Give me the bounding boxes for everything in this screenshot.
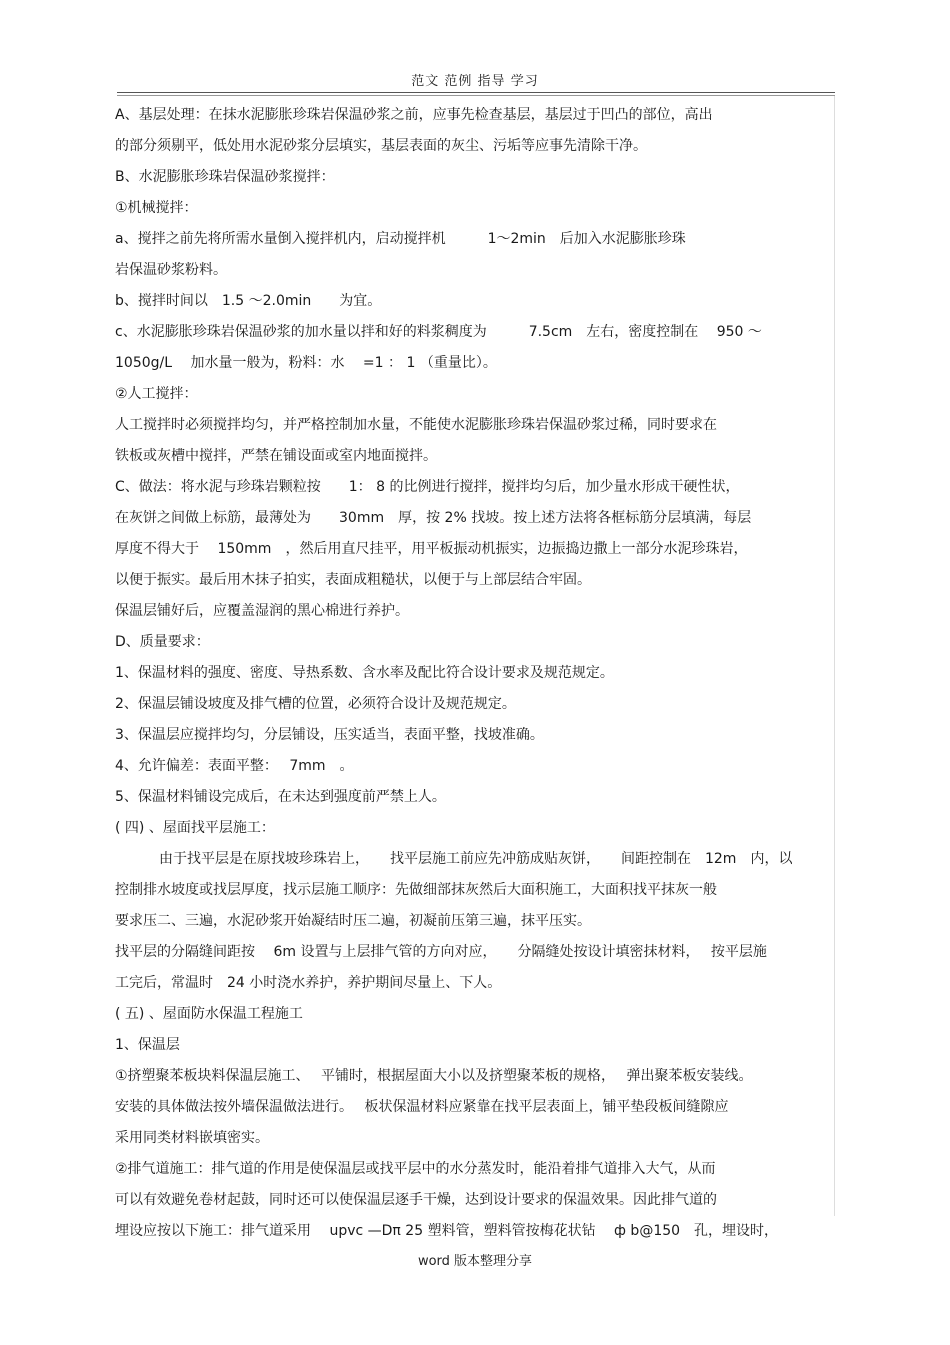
list-item: 5、保温材料铺设完成后，在未达到强度前严禁上人。 [115, 789, 446, 805]
header-rule [117, 92, 835, 93]
header-rule-secondary [117, 95, 835, 96]
text-line: 的部分须剔平，低处用水泥砂浆分层填实，基层表面的灰尘、污垢等应事先清除干净。 [115, 138, 647, 154]
text-line: 以便于振实。最后用木抹子拍实，表面成粗糙状，以便于与上部层结合牢固。 [115, 572, 591, 588]
text-line: 1050g/L 加水量一般为，粉料：水 =1 ： 1 （重量比）。 [115, 355, 497, 371]
text-line: 要求压二、三遍，水泥砂浆开始凝结时压二遍，初凝前压第三遍，抹平压实。 [115, 913, 591, 929]
text-line: 工完后，常温时 24 小时浇水养护，养护期间尽量上、下人。 [115, 975, 502, 991]
text-line: C、做法：将水泥与珍珠岩颗粒按 1： 8 的比例进行搅拌，搅拌均匀后，加少量水形成干硬性状， [115, 479, 740, 495]
text-line: 找平层的分隔缝间距按 6m 设置与上层排气管的方向对应， 分隔缝处按设计填密抹材料， 按平层施 [115, 944, 767, 960]
text-line: 采用同类材料嵌填密实。 [115, 1130, 269, 1146]
text-line: 可以有效避免卷材起鼓，同时还可以使保温层逐手干燥，达到设计要求的保温效果。因此排气道的 [115, 1192, 717, 1208]
text-line: 埋设应按以下施工：排气道采用 upvc —Dπ 25 塑料管，塑料管按梅花状钻 ф b@150 孔，埋设时， [115, 1223, 779, 1239]
text-line: 岩保温砂浆粉料。 [115, 262, 227, 278]
text-line: b、搅拌时间以 1.5 ～2.0min 为宜。 [115, 293, 382, 309]
section-heading: ( 四) 、屋面找平层施工： [115, 820, 275, 836]
list-item: 3、保温层应搅拌均匀，分层铺设，压实适当，表面平整，找坡准确。 [115, 727, 544, 743]
text-line: ②排气道施工：排气道的作用是使保温层或找平层中的水分蒸发时，能沿着排气道排入大气，从而 [115, 1161, 716, 1177]
text-line: ①挤塑聚苯板块料保温层施工、 平铺时，根据屋面大小以及挤塑聚苯板的规格， 弹出聚苯板安装线。 [115, 1068, 753, 1084]
section-heading: B、水泥膨胀珍珠岩保温砂浆搅拌： [115, 169, 335, 185]
list-item: 1、保温材料的强度、密度、导热系数、含水率及配比符合设计要求及规范规定。 [115, 665, 614, 681]
section-heading: D、质量要求： [115, 634, 210, 650]
document-body [115, 100, 835, 1247]
subsection-heading: ①机械搅拌： [115, 200, 198, 216]
subsection-heading: 1、保温层 [115, 1037, 180, 1053]
text-line: c、水泥膨胀珍珠岩保温砂浆的加水量以拌和好的料浆稠度为 7.5cm 左右，密度控制在 950 ～ [115, 324, 762, 340]
list-item: 2、保温层铺设坡度及排气槽的位置，必须符合设计及规范规定。 [115, 696, 516, 712]
text-line: 保温层铺好后，应覆盖湿润的黑心棉进行养护。 [115, 603, 409, 619]
list-item: 4、允许偏差：表面平整： 7mm 。 [115, 758, 354, 774]
text-line: 由于找平层是在原找坡珍珠岩上， 找平层施工前应先冲筋成贴灰饼， 间距控制在 12m 内，以 [159, 851, 793, 867]
text-line: 铁板或灰槽中搅拌，严禁在铺设面或室内地面搅拌。 [115, 448, 437, 464]
text-line: 在灰饼之间做上标筋，最薄处为 30mm 厚，按 2% 找坡。按上述方法将各框标筋分层填满，每层 [115, 510, 752, 526]
page-header: 范文 范例 指导 学习 [411, 74, 539, 89]
subsection-heading: ②人工搅拌： [115, 386, 198, 402]
section-heading: ( 五) 、屋面防水保温工程施工 [115, 1006, 303, 1022]
text-line: A、基层处理：在抹水泥膨胀珍珠岩保温砂浆之前，应事先检查基层，基层过于凹凸的部位，高出 [115, 107, 713, 123]
text-line: 安装的具体做法按外墙保温做法进行。 板状保温材料应紧靠在找平层表面上，铺平垫段板间缝隙应 [115, 1099, 729, 1115]
page-footer: word 版本整理分享 [417, 1254, 533, 1269]
text-line: a、搅拌之前先将所需水量倒入搅拌机内，启动搅拌机 1～2min 后加入水泥膨胀珍珠 [115, 231, 686, 247]
text-line: 人工搅拌时必须搅拌均匀，并严格控制加水量，不能使水泥膨胀珍珠岩保温砂浆过稀，同时要求在 [115, 417, 717, 433]
text-line: 厚度不得大于 150mm ，然后用直尺挂平，用平板振动机振实，边振捣边撒上一部分水泥珍珠岩， [115, 541, 748, 557]
text-line: 控制排水坡度或找层厚度，找示层施工顺序：先做细部抹灰然后大面积施工，大面积找平抹灰一般 [115, 882, 717, 898]
